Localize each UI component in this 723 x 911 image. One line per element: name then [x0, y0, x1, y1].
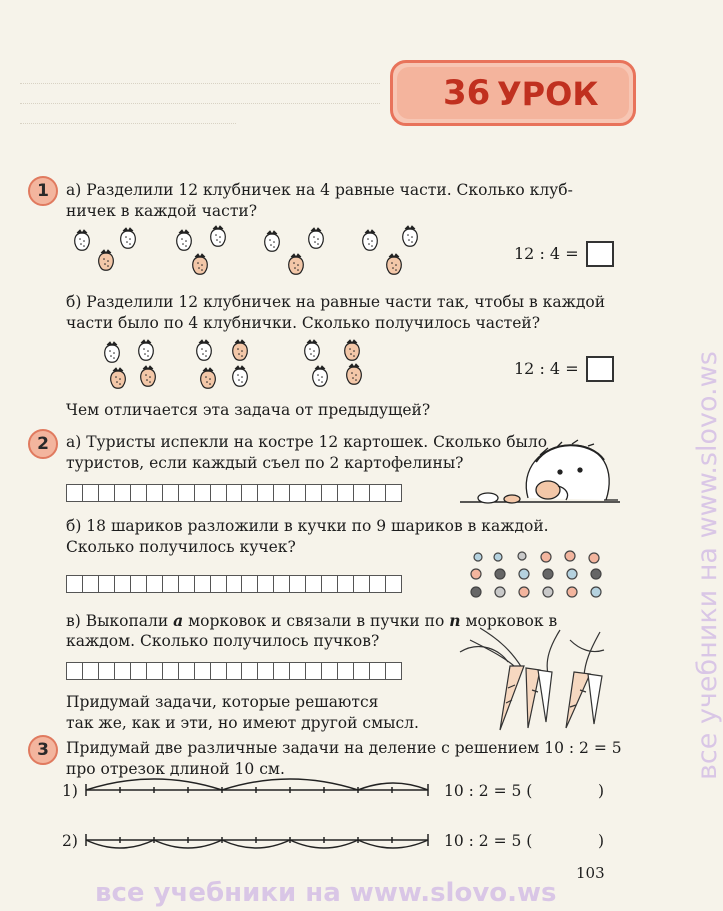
task1-b-line2: части было по 4 клубнички. Сколько получилось частей? [66, 314, 541, 332]
task3-line2: про отрезок длиной 10 см. [66, 760, 285, 778]
task2-b-line2: Сколько получилось кучек? [66, 538, 296, 556]
strawberry-group-a3 [265, 228, 324, 274]
task2-a-line1: а) Туристы испекли на костре 12 картошек. Сколько было [66, 433, 548, 451]
task2-a-line2: туристов, если каждый съел по 2 картофелины? [66, 454, 464, 472]
task3-row1-close: ) [598, 782, 605, 800]
strawberry-group-b2 [197, 340, 248, 388]
task-number-2: 2 [28, 429, 58, 459]
segment-row-1 [86, 779, 428, 796]
strawberry-group-a4 [363, 226, 418, 274]
task2-b-line1: б) 18 шариков разложили в кучки по 9 шариков в каждой. [66, 517, 549, 535]
variable-n: n [449, 611, 461, 630]
carrots-illustration [460, 628, 604, 730]
task3-line1: Придумай две различные задачи на деление с решением 10 : 2 = 5 [66, 739, 622, 757]
task2-c-line2: каждом. Сколько получилось пучков? [66, 632, 380, 650]
strawberry-group-a2 [177, 226, 226, 274]
page-number: 103 [576, 864, 605, 882]
task-number-3: 3 [28, 735, 58, 765]
task2-c-line1: в) Выкопали a морковок и связали в пучки по n морковок в [66, 611, 558, 630]
strawberry-group-b1 [105, 340, 156, 388]
lesson-number: 36 [443, 73, 491, 113]
bottom-watermark: все учебники на www.slovo.ws [95, 878, 557, 908]
task1-a-line1: а) Разделили 12 клубничек на 4 равные части. Сколько клуб- [66, 181, 573, 199]
segment-row-2 [86, 834, 428, 848]
task3-row2-answer: 10 : 2 = 5 ( [444, 832, 533, 850]
strawberry-group-a1 [75, 228, 136, 270]
task3-row2-label: 2) [62, 832, 78, 850]
balls-illustration [471, 551, 601, 597]
task1-a-equation: 12 : 4 = [514, 244, 579, 263]
lesson-word: УРОК [497, 75, 599, 113]
task3-row1-label: 1) [62, 782, 78, 800]
variable-a: a [173, 611, 184, 630]
task1-b-line1: б) Разделили 12 клубничек на равные части так, чтобы в каждой [66, 293, 606, 311]
task-number-1: 1 [28, 176, 58, 206]
task2-note-line2: так же, как и эти, но имеют другой смысл. [66, 714, 419, 732]
task1-b-equation: 12 : 4 = [514, 359, 579, 378]
side-watermark: все учебники на www.slovo.ws [692, 351, 723, 780]
strawberry-group-b3 [305, 340, 362, 386]
task1-question: Чем отличается эта задача от предыдущей? [66, 401, 431, 419]
task1-a-line2: ничек в каждой части? [66, 202, 258, 220]
task2-note-line1: Придумай задачи, которые решаются [66, 693, 379, 711]
tourist-eating-illustration [460, 440, 620, 503]
task3-row1-answer: 10 : 2 = 5 ( [444, 782, 533, 800]
task3-row2-close: ) [598, 832, 605, 850]
